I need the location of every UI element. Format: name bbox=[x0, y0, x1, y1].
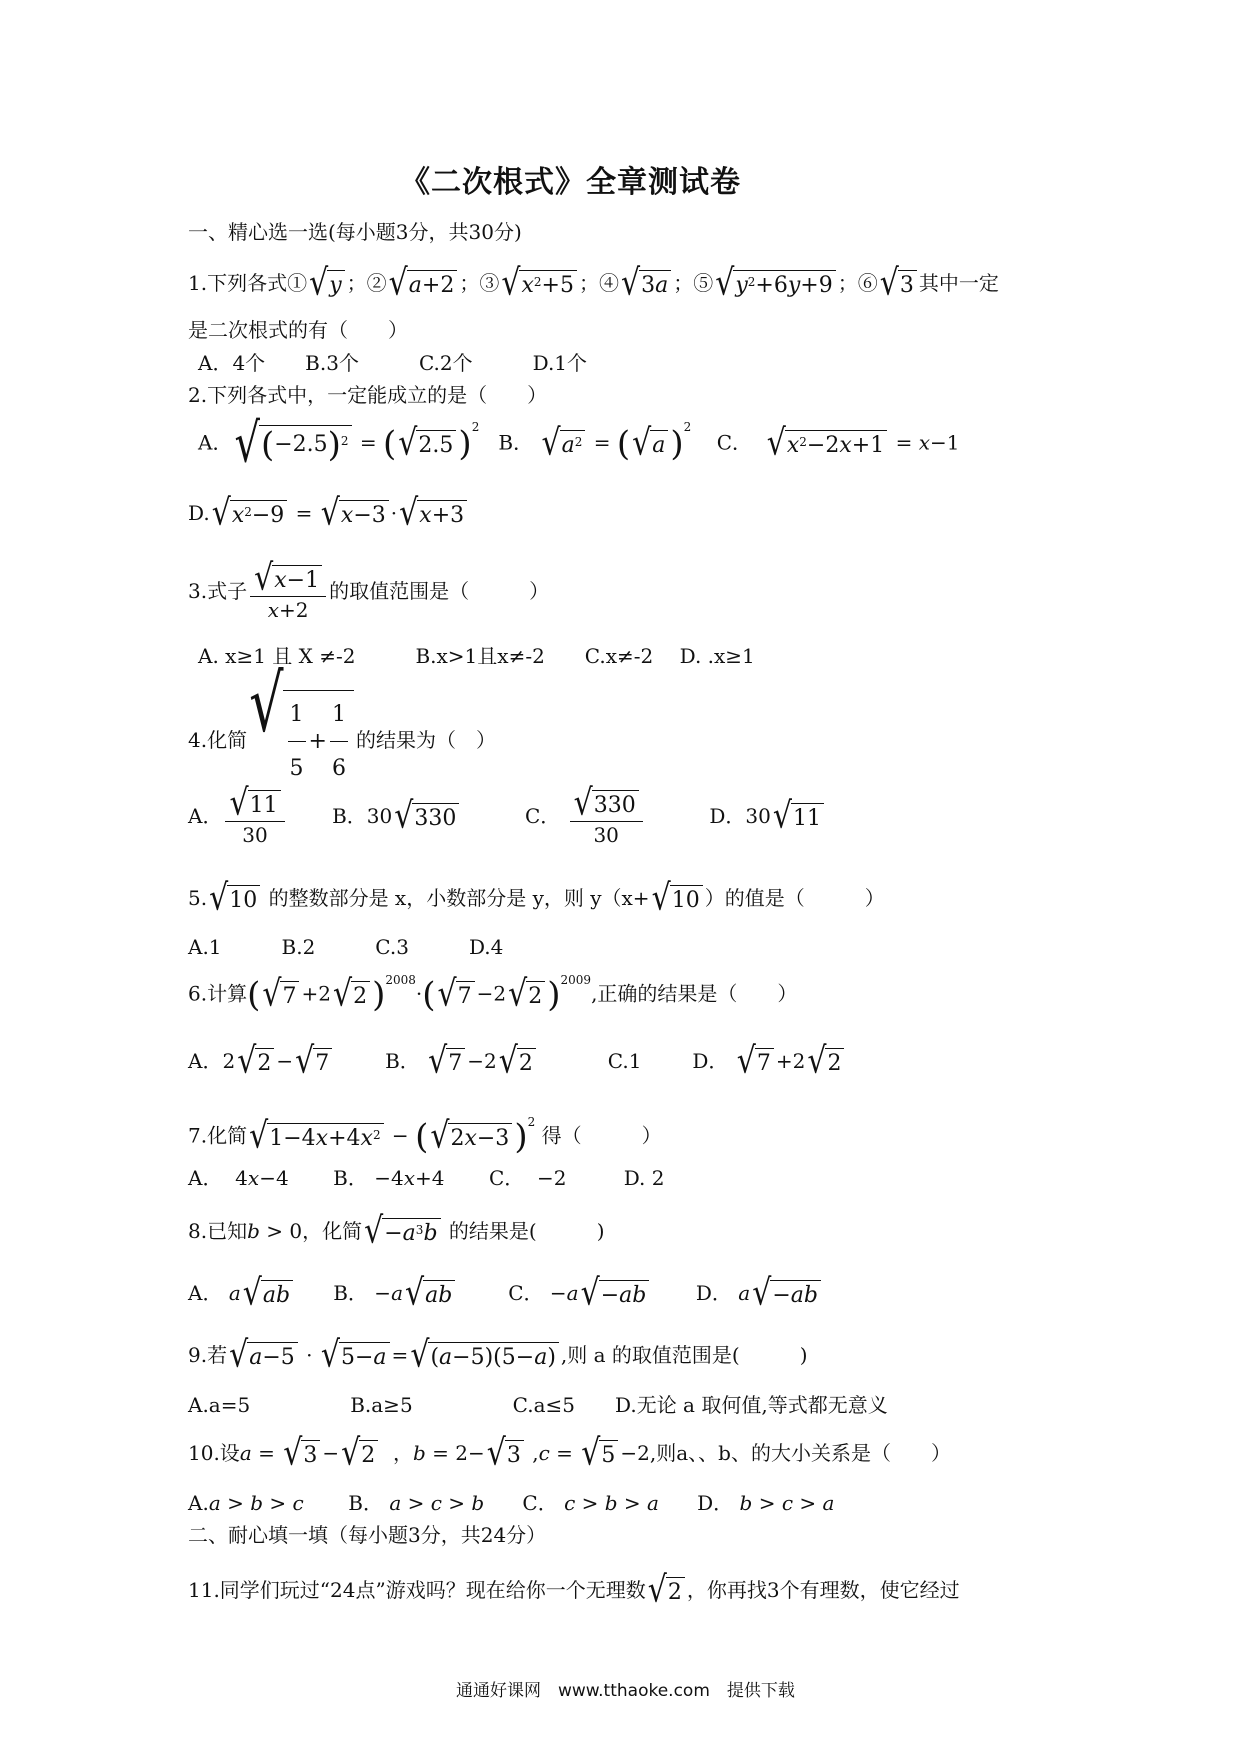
question-6: 6.计算( √ 7 +2 √ 2 )$^{2008}$·( √ 7 −2 √ 2 )$^{2009}$,正确的结果是（ ） bbox=[188, 972, 798, 1015]
question-6-options: A．2 √ 2 − √ 7 B． √ 7 −2 √ 2 C.1 D． √ 7 +2 √ 2 bbox=[188, 1048, 846, 1077]
question-7: 7.化简 √ $1-4x+4x^2$ − ( √ 2x−3 )$^2$ 得（ ） bbox=[188, 1114, 662, 1157]
question-8: 8.已知b > 0，化简 √ $-a^3b$ 的结果是( ) bbox=[188, 1210, 605, 1253]
page-title: 《二次根式》全章测试卷 bbox=[400, 165, 741, 200]
question-1-options: A．4个 B.3个 C.2个 D.1个 bbox=[198, 351, 588, 375]
question-2-option-d: D. √ $x^2-9$ = √ x−3 · √ x+3 bbox=[188, 500, 469, 529]
question-2-options-abc: A． √ $(-2.5)^2$ = ( √ 2.5 )$^2$ B． √ $a^2$ = ( √ a )$^2$ C． √ $x^2-2x+1$ = x−1 bbox=[198, 412, 960, 476]
section-two-heading: 二、耐心填一填（每小题3分，共24分） bbox=[188, 1523, 547, 1547]
question-2: 2.下列各式中，一定能成立的是（ ） bbox=[188, 383, 548, 407]
question-3-options: A. x≥1 且 X ≠-2 B.x>1且x≠-2 C.x≠-2 D. .x≥1 bbox=[198, 644, 755, 668]
question-9: 9.若 √ a−5 · √ 5−a = √ (a−5)(5−a) ,则 a 的取值范围是( ) bbox=[188, 1334, 808, 1377]
question-1: 1.下列各式① √ y ；② √ a+2 ；③ √ $x^2+5$ ；④ √ 3a ；⑤ √ $y^2+6y+9$ ；⑥ √ 3 其中一定 bbox=[188, 262, 999, 305]
question-4: 4.化简 √ $\frac{1}{5}$ + $\frac{1}{6}$ 的结果为（ ） bbox=[188, 690, 496, 793]
question-8-options: A． a √ ab B． −a √ ab C． −a √ −ab D． a √ −ab bbox=[188, 1280, 823, 1309]
question-1-line2: 是二次根式的有（ ） bbox=[188, 318, 408, 342]
question-5: 5. √ 10 的整数部分是 x，小数部分是 y，则 y（x+ √ 10 ）的值是（ ） bbox=[188, 877, 885, 920]
question-10: 10.设a = √ 3 − √ 2 ，b = 2− √ 3 ,c = √ 5 −2,则a、、b、的大小关系是（ ） bbox=[188, 1432, 951, 1475]
question-4-options: A． √ 11 30 B．30 √ 330 C． √ 330 30 D．30 √ 11 bbox=[188, 790, 826, 845]
question-3: 3.式子 √ x−1 x+2 的取值范围是（ ） bbox=[188, 557, 550, 622]
section-one-heading: 一、精心选一选(每小题3分，共30分) bbox=[188, 220, 522, 244]
page-footer: 通通好课网 www.tthaoke.com 提供下载 bbox=[456, 1681, 795, 1701]
question-7-options: A． 4x−4 B． −4x+4 C． −2 D. 2 bbox=[188, 1166, 665, 1190]
question-11: 11.同学们玩过“24点”游戏吗？现在给你一个无理数 √ 2 ，你再找3个有理数，使它经过 bbox=[188, 1569, 960, 1612]
question-9-options: A.a=5 B.a≥5 C.a≤5 D.无论 a 取何值,等式都无意义 bbox=[188, 1393, 888, 1417]
question-5-options: A.1 B.2 C.3 D.4 bbox=[188, 935, 504, 959]
question-10-options: A.a > b > c B． a > c > b C． c > b > a D． b > c > a bbox=[188, 1491, 835, 1515]
